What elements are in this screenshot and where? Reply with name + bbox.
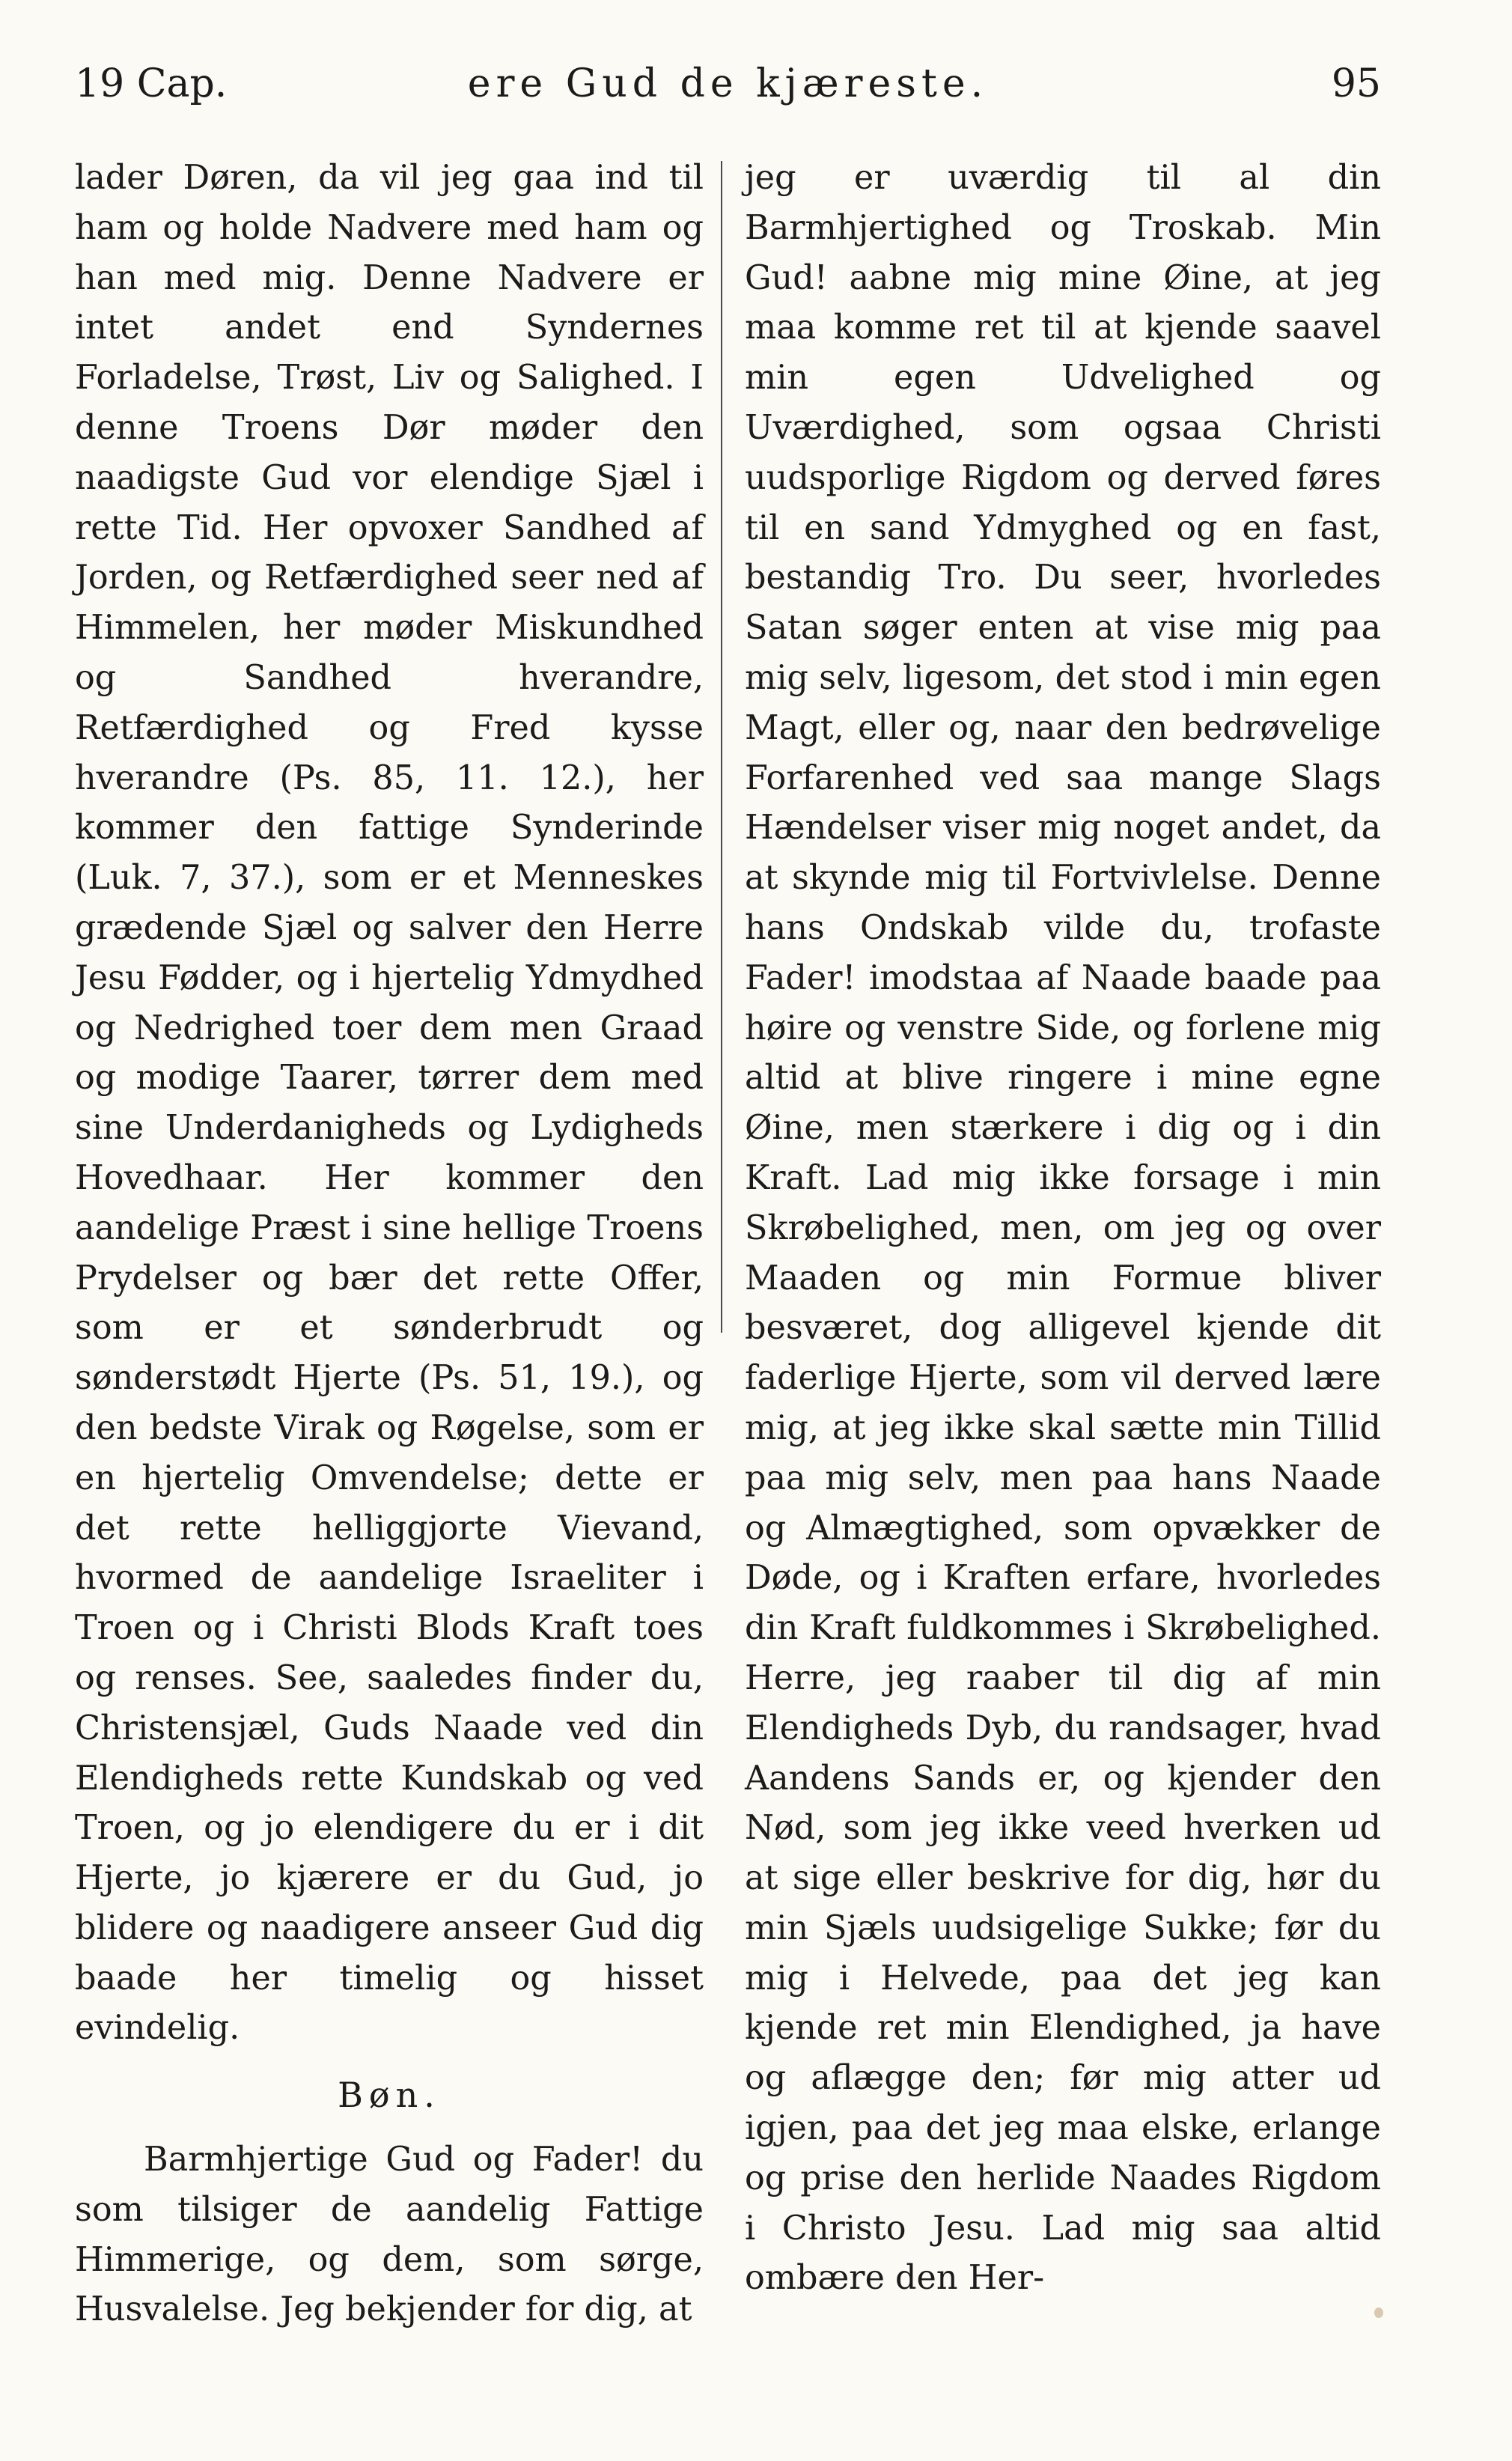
body-paragraph: lader Døren, da vil jeg gaa ind til ham og holde Nadvere med ham og han med mig. Denne Nadvere er intet andet end Syndernes Forladelse, Trøst, Liv og Salighed. I denne Troens Dør møder den naadigste Gud vor elendige Sjæl i rette Tid. Her opvoxer Sandhed af Jorden, og Retfærdighed seer ned af Himmelen, her møder Miskundhed og Sandhed hverandre, Retfærdighed og Fred kysse hverandre (Ps. 85, 11. 12.), her kommer den fattige Synderinde (Luk. 7, 37.), som er et Menneskes grædende Sjæl og salver den Herre Jesu Fødder, og i hjertelig Ydmydhed og Nedrighed toer dem men Graad og modige Taarer, tørrer dem med sine Underdanigheds og Lydigheds Hovedhaar. Her kommer den aandelige Præst i sine hellige Troens Prydelser og bær det rette Offer, som er et sønderbrudt og sønderstødt Hjerte (Ps. 51, 19.), og den bedste Virak og Røgelse, som er en hjertelig Omvendelse; dette er det rette helliggjorte Vievand, hvormed de aandelige Israeliter i Troen og i Christi Blods Kraft toes og renses. See, saaledes finder du, Christensjæl, Guds Naade ved din Elendigheds rette Kundskab og ved Troen, og jo elendigere du er i dit Hjerte, jo kjærere er du Gud, jo blidere og naadigere anseer Gud dig baade her timelig og hisset evindelig.: [75, 159, 704, 2048]
prayer-paragraph: Barmhjertige Gud og Fader! du som tilsiger de aandelig Fattige Himmerige, og dem, som sørge, Husvalelse. Jeg bekjender for dig, at: [75, 2141, 704, 2329]
left-column: [75, 153, 704, 2335]
chapter-label: 19 Cap.: [75, 61, 228, 106]
prayer-heading: Bøn.: [338, 2075, 441, 2116]
page-number: 95: [1331, 61, 1381, 106]
paper-spot: [1374, 2308, 1383, 2318]
running-header: [75, 54, 1381, 114]
column-divider: [721, 161, 722, 1333]
running-title: ere Gud de kjæreste.: [467, 61, 989, 106]
prayer-continuation: jeg er uværdig til al din Barmhjertighed og Troskab. Min Gud! aabne mig mine Øine, at jeg maa komme ret til at kjende saavel min egen Udvelighed og Uværdighed, som ogsaa Christi uudsporlige Rigdom og derved føres til en sand Ydmyghed og en fast, bestandig Tro. Du seer, hvorledes Satan søger enten at vise mig paa mig selv, ligesom, det stod i min egen Magt, eller og, naar den bedrøvelige Forfarenhed ved saa mange Slags Hændelser viser mig noget andet, da at skynde mig til Fortvivlelse. Denne hans Ondskab vilde du, trofaste Fader! imodstaa af Naade baade paa høire og venstre Side, og forlene mig altid at blive ringere i mine egne Øine, men stærkere i dig og i din Kraft. Lad mig ikke forsage i min Skrøbelighed, men, om jeg og over Maaden og min Formue bliver besværet, dog alligevel kjende dit faderlige Hjerte, som vil derved lære mig, at jeg ikke skal sætte min Tillid paa mig selv, men paa hans Naade og Almægtighed, som opvækker de Døde, og i Kraften erfare, hvorledes din Kraft fuldkommes i Skrøbelighed. Herre, jeg raaber til dig af min Elendigheds Dyb, du randsager, hvad Aandens Sands er, og kjender den Nød, som jeg ikke veed hverken ud at sige eller beskrive for dig, hør du min Sjæls uudsigelige Sukke; før du mig i Helvede, paa det jeg kan kjende ret min Elendighed, ja have og aflægge den; før mig atter ud igjen, paa det jeg maa elske, erlange og prise den herlide Naades Rigdom i Christo Jesu. Lad mig saa altid ombære den Her-: [745, 159, 1381, 2298]
right-column: [745, 153, 1381, 2304]
